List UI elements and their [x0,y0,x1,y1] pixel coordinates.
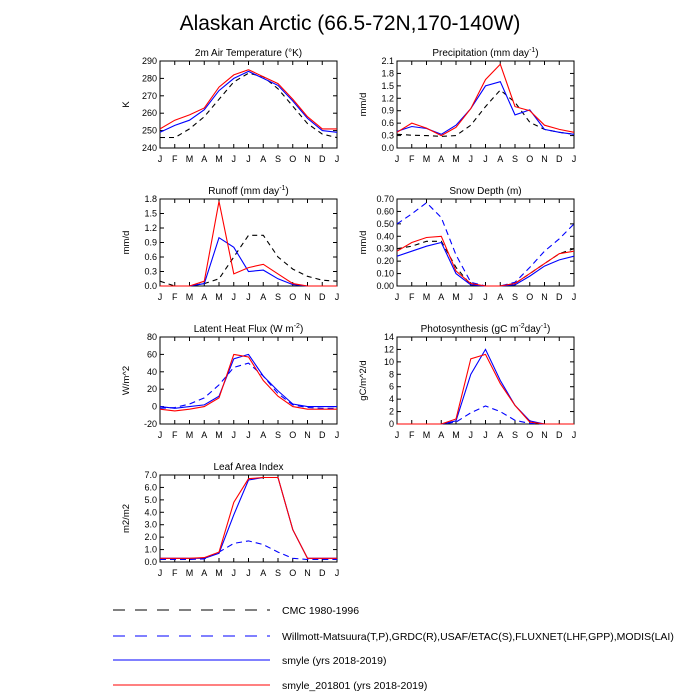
x-tick-label: D [319,430,326,440]
x-tick-label: J [334,154,340,164]
y-tick-label: 6 [388,381,394,392]
x-tick-label: S [274,430,282,440]
series-line-red-solid [397,354,574,424]
x-tick-label: M [215,568,223,578]
y-tick-label: 2.1 [381,56,394,66]
series-line-red-solid [160,70,337,129]
panel-2 [121,185,339,302]
x-tick-label: J [157,568,163,578]
x-tick-label: J [231,154,236,164]
x-tick-label: J [231,430,236,440]
series-line-black-dash [160,73,337,137]
x-tick-label: M [215,292,223,302]
x-tick-label: M [185,292,194,302]
x-tick-label: M [422,154,431,164]
x-tick-label: O [526,292,534,302]
x-tick-label: F [172,430,178,440]
x-tick-label: A [438,430,445,440]
x-tick-label: A [438,292,445,302]
x-tick-label: D [319,568,326,578]
x-tick-label: J [231,568,236,578]
y-tick-label: 0.0 [381,143,394,153]
x-tick-label: A [497,430,504,440]
x-tick-label: F [172,292,178,302]
series-line-blue-dash [160,541,337,560]
panel-title: Runoff (mm day$^{-1}$) [208,185,289,197]
series-line-blue-solid [160,478,337,559]
x-tick-label: A [438,154,445,164]
series-line-black-dash [160,235,337,286]
y-tick-label: 240 [141,143,157,153]
x-tick-label: J [334,430,340,440]
panels [121,47,576,578]
x-tick-label: M [452,430,460,440]
x-tick-label: J [571,430,577,440]
x-tick-label: N [541,292,548,302]
x-tick-label: O [526,154,534,164]
x-tick-label: J [157,430,163,440]
y-tick-label: 2 [388,406,394,417]
y-tick-label: 60 [146,349,157,360]
x-tick-label: J [334,568,340,578]
x-tick-label: D [319,292,326,302]
x-tick-label: J [483,154,488,164]
x-tick-label: M [422,292,431,302]
y-axis-label: m2/m2 [121,503,132,534]
panel-5 [358,323,576,440]
legend-label: smyle (yrs 2018-2019) [282,655,387,667]
panel-title: Leaf Area Index [213,462,284,473]
y-tick-label: 0.3 [144,266,157,277]
y-tick-label: 0.20 [376,256,394,267]
y-tick-label: 1.2 [144,223,157,233]
x-tick-label: J [394,292,400,302]
panel-title: Precipitation (mm day$^{-1}$) [432,47,539,59]
series-line-blue-dash [397,203,574,286]
x-tick-label: D [319,154,326,164]
y-tick-label: 0.70 [376,194,394,204]
x-tick-label: N [541,154,548,164]
series-line-blue-solid [160,354,337,408]
y-axis-label: mm/d [121,230,132,255]
plot-frame [160,199,337,286]
series-line-blue-dash [160,363,337,408]
x-tick-label: J [483,292,488,302]
x-tick-label: A [201,430,208,440]
x-tick-label: O [289,154,297,164]
y-tick-label: 80 [146,332,157,342]
panel-0 [121,48,339,164]
x-tick-label: M [185,430,194,440]
x-tick-label: M [185,154,194,164]
y-tick-label: 0 [151,401,157,412]
y-tick-label: 4 [388,394,394,405]
plot-frame [397,61,574,148]
series-line-red-solid [160,201,337,286]
x-tick-label: A [201,292,208,302]
x-tick-label: N [304,430,311,440]
y-tick-label: 12 [383,344,394,355]
y-tick-label: 1.2 [381,93,394,104]
y-tick-label: 280 [141,73,157,84]
series-line-black-dash [397,241,574,286]
y-tick-label: 0.10 [376,268,394,279]
x-tick-label: S [511,292,519,302]
x-tick-label: A [497,154,504,164]
panel-3 [358,186,576,302]
x-tick-label: J [334,292,340,302]
y-tick-label: 1.5 [144,208,157,219]
y-tick-label: 20 [146,384,157,395]
y-tick-label: 6.0 [144,482,157,493]
x-tick-label: J [571,154,577,164]
x-tick-label: M [452,292,460,302]
x-tick-label: J [246,292,251,302]
y-tick-label: 1.0 [144,544,157,555]
x-tick-label: O [289,292,297,302]
series-line-blue-solid [160,238,337,286]
x-tick-label: J [394,430,400,440]
x-tick-label: J [246,430,251,440]
plot-frame [160,337,337,424]
x-tick-label: F [409,430,415,440]
x-tick-label: J [157,154,163,164]
y-axis-label: mm/d [358,92,369,117]
x-tick-label: A [260,568,267,578]
x-tick-label: N [304,154,311,164]
y-tick-label: 260 [141,108,157,119]
panel-title: Photosynthesis (gC $m^{-2}day^{-1}$) [420,323,551,335]
y-tick-label: 40 [146,366,157,377]
x-tick-label: O [289,430,297,440]
y-tick-label: 0.6 [144,252,157,262]
y-tick-label: 0.00 [376,281,394,291]
y-axis-label: K [121,101,132,108]
y-tick-label: 0.3 [381,130,394,141]
x-tick-label: D [556,430,563,440]
figure-title: Alaskan Arctic (66.5-72N,170-140W) [179,12,521,35]
panel-title: Latent Heat Flux (W $m^{-2}$) [193,323,304,335]
x-tick-label: S [511,154,519,164]
x-tick-label: J [157,292,163,302]
x-tick-label: J [468,292,473,302]
y-tick-label: 0.9 [381,105,394,116]
x-tick-label: D [556,154,563,164]
x-tick-label: M [215,154,223,164]
x-tick-label: O [526,430,534,440]
x-tick-label: A [260,292,267,302]
x-tick-label: A [260,430,267,440]
series-line-blue-solid [160,71,337,132]
legend-label: CMC 1980-1996 [282,605,360,617]
x-tick-label: A [201,568,208,578]
x-tick-label: F [172,568,178,578]
y-tick-label: 0.40 [376,231,394,242]
y-tick-label: 0.0 [144,281,157,291]
legend-label: Willmott-Matsuura(T,P),GRDC(R),USAF/ETAC(S),FLUXNET(LHF,GPP),MODIS(LAI) [282,631,674,643]
legend-label: smyle_201801 (yrs 2018-2019) [282,680,428,692]
x-tick-label: S [274,292,282,302]
x-tick-label: J [571,292,577,302]
series-line-blue-solid [397,349,574,424]
x-tick-label: J [246,154,251,164]
panel-4 [121,323,339,440]
x-tick-label: N [304,292,311,302]
y-tick-label: 0 [388,419,394,429]
y-tick-label: 0.9 [144,237,157,248]
plot-frame [160,475,337,562]
x-tick-label: A [201,154,208,164]
x-tick-label: J [394,154,400,164]
x-tick-label: F [409,292,415,302]
series-line-red-solid [397,64,574,135]
plot-frame [160,61,337,148]
y-tick-label: 0.50 [376,218,394,229]
y-tick-label: 0.0 [144,557,157,567]
x-tick-label: O [289,568,297,578]
x-tick-label: S [274,568,282,578]
y-tick-label: 1.8 [144,194,157,204]
y-tick-label: 250 [141,125,157,136]
x-tick-label: M [422,430,431,440]
x-tick-label: J [231,292,236,302]
y-axis-label: gC/m^2/d [358,360,369,401]
series-line-red-solid [160,478,337,559]
y-tick-label: 10 [383,356,394,367]
x-tick-label: J [468,430,473,440]
x-tick-label: J [468,154,473,164]
x-tick-label: A [260,154,267,164]
y-tick-label: 270 [141,90,157,101]
y-axis-label: mm/d [358,230,369,255]
panel-1 [358,47,576,164]
y-tick-label: 0.60 [376,206,394,217]
y-axis-label: W/m^2 [121,365,132,396]
legend [113,605,674,692]
y-tick-label: 4.0 [144,507,157,518]
y-tick-label: 0.6 [381,118,394,129]
x-tick-label: S [274,154,282,164]
x-tick-label: S [511,430,519,440]
series-line-red-solid [397,236,574,286]
x-tick-label: F [172,154,178,164]
y-tick-label: 290 [141,56,157,66]
panel-title: Snow Depth (m) [449,186,522,197]
panel-title: 2m Air Temperature (°K) [194,48,303,59]
y-tick-label: 8 [388,369,394,380]
x-tick-label: A [497,292,504,302]
x-tick-label: M [185,568,194,578]
x-tick-label: N [541,430,548,440]
x-tick-label: M [215,430,223,440]
y-tick-label: 2.0 [144,532,157,543]
y-tick-label: 7.0 [144,470,157,480]
x-tick-label: J [246,568,251,578]
x-tick-label: D [556,292,563,302]
y-tick-label: 14 [383,332,394,342]
y-tick-label: 0.30 [376,243,394,254]
x-tick-label: F [409,154,415,164]
y-tick-label: -20 [143,419,157,429]
x-tick-label: N [304,568,311,578]
y-tick-label: 1.5 [381,80,394,91]
y-tick-label: 3.0 [144,519,157,530]
x-tick-label: J [483,430,488,440]
panel-6 [121,462,339,578]
y-tick-label: 1.8 [381,68,394,79]
y-tick-label: 5.0 [144,494,157,505]
x-tick-label: M [452,154,460,164]
